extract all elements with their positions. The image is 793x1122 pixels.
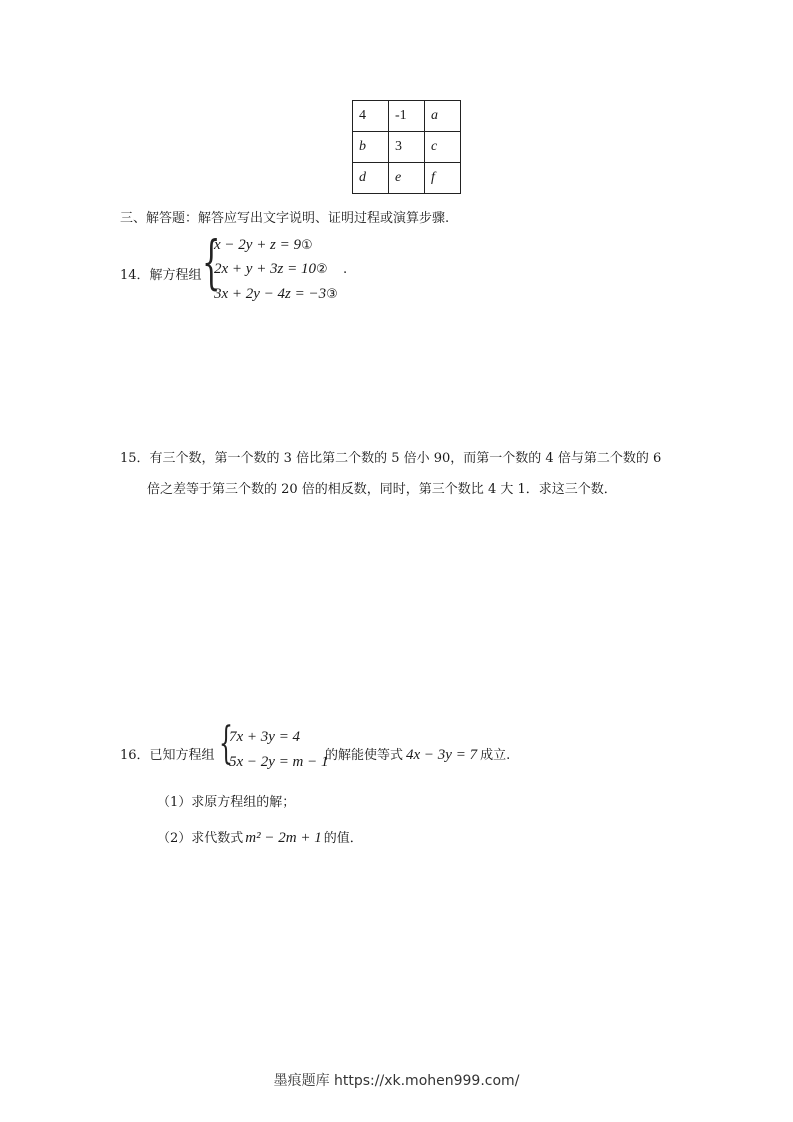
q14-text: 解方程组 — [149, 268, 202, 283]
q14-label — [120, 264, 202, 283]
q16-part-2-expr: m² − 2m + 1 — [245, 830, 322, 846]
q16-number: 16． — [120, 748, 150, 763]
q14-tail: . — [343, 262, 348, 277]
q16-part-2-text: （2）求代数式 — [157, 831, 244, 846]
grid-row — [353, 163, 461, 194]
grid-cell: e — [389, 163, 425, 194]
grid-cell: d — [353, 163, 389, 194]
grid-cell: a — [425, 101, 461, 132]
q16-text: 已知方程组 — [149, 748, 215, 763]
q16-part-2-after: 的值． — [323, 831, 363, 846]
q15-line-1: 15．有三个数，第一个数的 3 倍比第二个数的 5 倍小 90，而第一个数的 4 倍与第二个数的 6 — [120, 451, 662, 466]
grid-cell: 3 — [389, 132, 425, 163]
grid-cell: -1 — [389, 101, 425, 132]
q14-equation-1: x − 2y + z = 9① — [214, 237, 313, 253]
grid-cell: 4 — [353, 101, 389, 132]
q15-line-2: 倍之差等于第三个数的 20 倍的相反数，同时，第三个数比 4 大 1．求这三个数． — [147, 482, 617, 497]
section-heading: 三、解答题：解答应写出文字说明、证明过程或演算步骤. — [120, 211, 450, 226]
grid-row — [353, 101, 461, 132]
footer-watermark: 墨痕题库 https://xk.mohen999.com/ — [273, 1073, 520, 1089]
q14-equation-3: 3x + 2y − 4z = −3③ — [214, 286, 338, 302]
q16-equation-2: 5x − 2y = m − 1 — [229, 754, 329, 770]
grid-cell: b — [353, 132, 389, 163]
number-grid — [352, 100, 461, 194]
q16-brace: { — [219, 718, 233, 769]
q16-equation-1: 7x + 3y = 4 — [229, 729, 301, 745]
grid-cell: c — [425, 132, 461, 163]
q16-condition: 4x − 3y = 7 — [406, 747, 478, 763]
q16-text-mid: 的解能使等式 — [325, 748, 404, 763]
q14-brace: { — [202, 228, 221, 296]
q16-condition-line — [325, 744, 510, 764]
q16-part-2 — [157, 827, 363, 847]
q16-part-1: （1）求原方程组的解； — [157, 795, 296, 810]
q16-text-after: 成立. — [480, 748, 511, 763]
grid-cell: f — [425, 163, 461, 194]
q14-number: 14． — [120, 268, 150, 283]
grid-row — [353, 132, 461, 163]
q14-equation-2: 2x + y + 3z = 10② — [214, 261, 328, 277]
q16-label — [120, 744, 215, 763]
